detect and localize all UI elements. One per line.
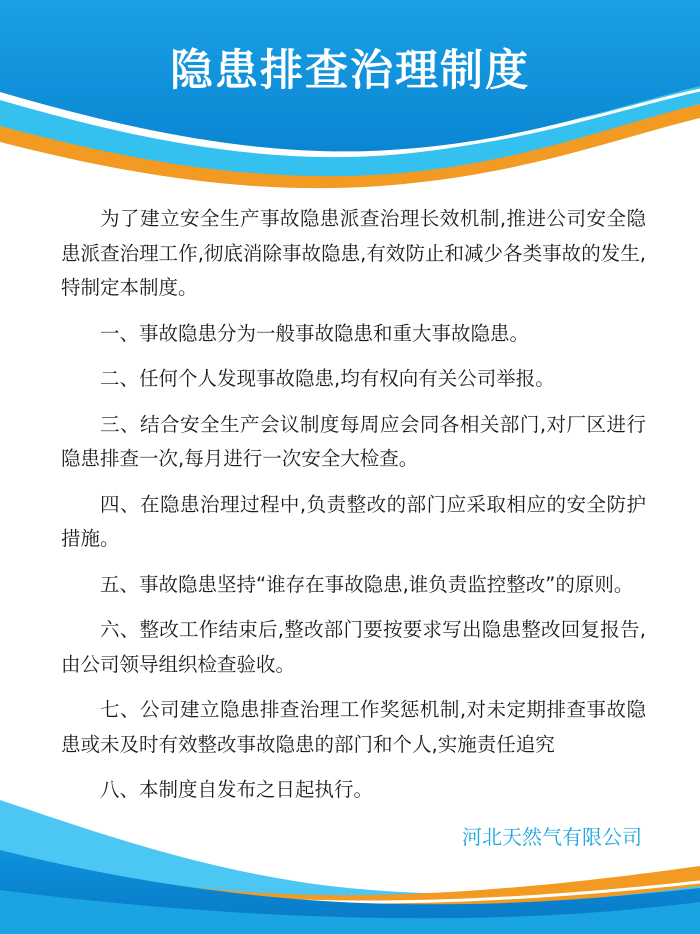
document-body xyxy=(61,202,646,819)
bottom-wave-banner xyxy=(0,790,700,934)
intro-paragraph: 为了建立安全生产事故隐患派查治理长效机制,推进公司安全隐患派查治理工作,彻底消除事故隐患,有效防止和减少各类事故的发生,特制定本制度。 xyxy=(61,207,646,299)
article-7: 七、公司建立隐患排查治理工作奖惩机制,对未定期排查事故隐患或未及时有效整改事故隐患的部门和个人,实施责任追究 xyxy=(61,698,646,756)
article-2: 二、任何个人发现事故隐患,均有权向有关公司举报。 xyxy=(100,367,555,390)
top-wave-banner xyxy=(0,0,700,200)
article-4: 四、在隐患治理过程中,负责整改的部门应采取相应的安全防护措施。 xyxy=(61,492,646,550)
article-8: 八、本制度自发布之日起执行。 xyxy=(100,778,374,801)
page-title: 隐患排查治理制度 xyxy=(170,46,530,96)
article-3: 三、结合安全生产会议制度每周应会同各相关部门,对厂区进行隐患排查一次,每月进行一次安全大检查。 xyxy=(61,412,646,470)
article-6: 六、整改工作结束后,整改部门要按要求写出隐患整改回复报告,由公司领导组织检查验收。 xyxy=(61,618,646,676)
company-signature: 河北天然气有限公司 xyxy=(462,825,642,849)
article-1: 一、事故隐患分为一般事故隐患和重大事故隐患。 xyxy=(100,321,530,345)
article-5: 五、事故隐患坚持“谁存在事故隐患,谁负责监控整改”的原则。 xyxy=(100,572,634,596)
